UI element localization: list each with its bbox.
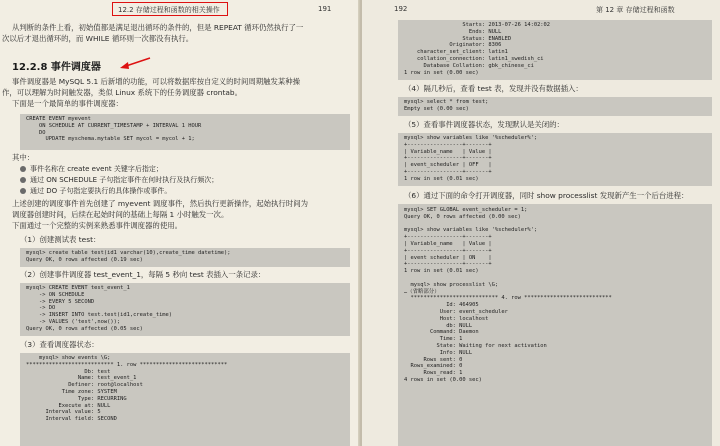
bullet-item: 事件名称在 create event 关键字后指定； [20,165,163,174]
step-1-label: （1）创建测试表 test： [20,235,101,244]
bullet-icon [20,177,26,183]
red-arrow-icon [118,56,152,70]
right-page-number: 192 [394,5,408,13]
code-block-show-events: mysql> show events \G; *************************** 1. row *************************** Db: test Name: test_event_1 Definer: root@localhost Time zone: SYSTEM Type: RECURRING Execute at: NULL Interval value: 5 Interval field: SECOND [20,353,350,446]
right-page [362,0,720,446]
explain-paragraph: 上述创建的调度事件首先创建了 myevent 调度事件，然后执行更新操作，起始执行时间为 调度器创建时间，后续在起始时间的基础上每隔 1 小时触发一次。 下面通过一个完整的实例来熟悉事件调度器的使用。 [12,199,308,230]
section-title: 12.2.8 事件调度器 [12,62,101,73]
left-header-section: 12.2 存储过程和函数的相关操作 [118,6,220,14]
right-header-chapter: 第 12 章 存储过程和函数 [596,6,675,14]
among-label: 其中： [12,153,35,162]
intro-paragraph: 从判断的条件上看，初始值都是满足退出循环的条件的，但是 REPEAT 循环仍然执行了一 次以后才退出循环的，而 WHILE 循环则一次都没有执行。 [2,23,304,43]
step-2-label: （2）创建事件调度器 test_event_1，每隔 5 秒向 test 表插入一条记录： [20,270,266,279]
code-block-create-table: mysql> create table test(id1 varchar(10),create_time datetime); Query OK, 0 rows affected (0.19 sec) [20,248,350,267]
code-block-scheduler-on: mysql> SET GLOBAL event_scheduler = 1; Query OK, 0 rows affected (0.00 sec) mysql> show variables like '%scheduler%'; +-----------------+-------+ | Variable_name | Value | +-----------------+-------+ | event_scheduler | ON | +-----------------+-------+ 1 row in set (0.01 sec) mysql> show processlist \G; …（省略部分） *************************** 4. row *************************** Id: 464905 User: event_scheduler Host: localhost db: NULL Command: Daemon Time: 1 State: Waiting for next activation Info: NULL Rows_sent: 0 Rows_examined: 0 Rows_read: 1 4 rows in set (0.00 sec) [398,204,712,446]
step-5-label: （5）查看事件调度器状态，发现默认是关闭的： [404,120,564,129]
code-block-select-test: mysql> select * from test; Empty set (0.00 sec) [398,97,712,116]
code-block-create-event: CREATE EVENT myevent ON SCHEDULE AT CURRENT_TIMESTAMP + INTERVAL 1 HOUR DO UPDATE myschema.mytable SET mycol = mycol + 1; [20,114,350,150]
step-3-label: （3）查看调度器状态： [20,340,99,349]
step-4-label: （4）隔几秒后，查看 test 表，发现并没有数据插入： [404,84,583,93]
left-page-number: 191 [318,5,332,13]
step-6-label: （6）通过下面的命令打开调度器，同时 show processlist 发现新产生一个后台进程： [404,191,689,200]
description-paragraph: 事件调度器是 MySQL 5.1 后新增的功能，可以将数据库按自定义的时间周期触发某种操 作，可以理解为时间触发器，类似 Linux 系统下的任务调度器 crontab。 下面是一个最简单的事件调度器： [2,77,301,108]
code-block-create-test-event: mysql> CREATE EVENT test_event_1 -> ON SCHEDULE -> EVERY 5 SECOND -> DO -> INSERT INTO test.test(id1,create_time) -> VALUES ('test',now()); Query OK, 0 rows affected (0.05 sec) [20,283,350,336]
bullet-item: 通过 ON SCHEDULE 子句指定事件在何时执行及执行频次； [20,176,218,185]
code-block-scheduler-off: mysql> show variables like '%scheduler%'; +-----------------+-------+ | Variable_name | Value | +-----------------+-------+ | event_scheduler | OFF | +-----------------+-------+ 1 row in set (0.01 sec) [398,133,712,186]
code-block-event-details: Starts: 2013-07-26 14:02:02 Ends: NULL Status: ENABLED Originator: 8306 character_set_client: latin1 collation_connection: latin1_swedish_ci Database Collation: gbk_chinese_ci 1 row in set (0.00 sec) [398,20,712,80]
bullet-item: 通过 DO 子句指定要执行的具体操作或事件。 [20,187,171,196]
bullet-icon [20,188,26,194]
bullet-icon [20,166,26,172]
